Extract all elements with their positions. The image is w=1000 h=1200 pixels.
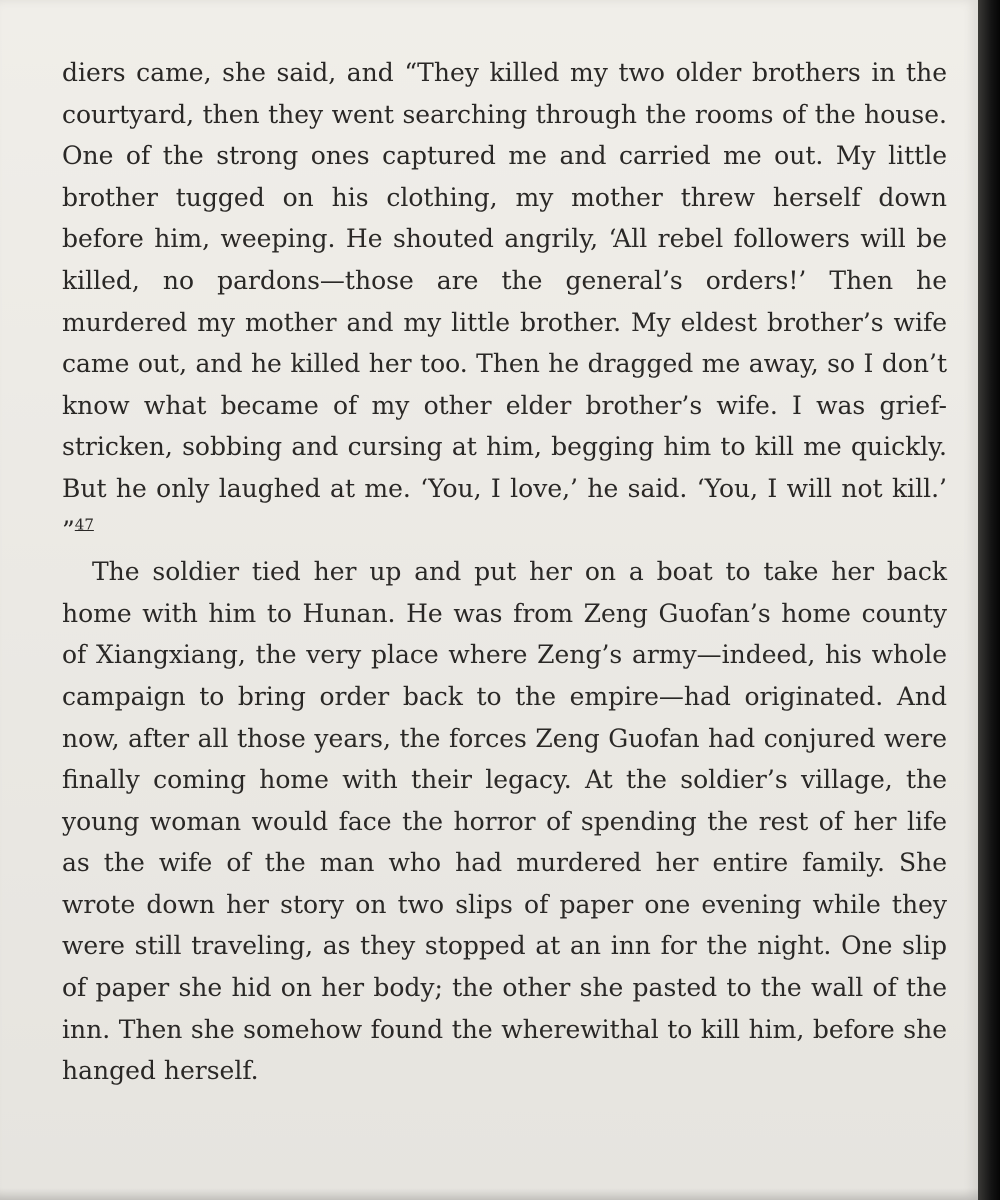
paragraph (62, 551, 947, 1092)
page-edge-shadow (978, 0, 1000, 1200)
page-bottom-shadow (0, 1188, 978, 1200)
paragraph-continuation (62, 52, 947, 551)
footnote-link[interactable]: 47 (74, 515, 94, 534)
paragraph-1-text: diers came, she said, and “They killed my two older brothers in the courtyard, then they went searching through the rooms of the house. One of the strong ones captured me and carried me out. My little brother tugged on his clothing, my mother threw herself down before him, weeping. He shouted angrily, ‘All rebel followers will be killed, no pardons—those are the general’s orders!’ Then he murdered my mother and my little brother. My eldest brother’s wife came out, and he killed her too. Then he dragged me away, so I don’t know what became of my other elder brother’s wife. I was grief-stricken, sobbing and cursing at him, begging him to kill me quickly. But he only laughed at me. ‘You, I love,’ he said. ‘You, I will not kill.’ ” (62, 58, 947, 545)
body-text (62, 52, 947, 1092)
paragraph-2-text: The soldier tied her up and put her on a boat to take her back home with him to Hunan. He was from Zeng Guofan’s home county of Xiangxiang, the very place where Zeng’s army—indeed, his whole campaign to bring order back to the empire—had originated. And now, after all those years, the forces Zeng Guofan had conjured were finally coming home with their legacy. At the soldier’s village, the young woman would face the horror of spending the rest of her life as the wife of the man who had murdered her entire family. She wrote down her story on two slips of paper one evening while they were still traveling, as they stopped at an inn for the night. One slip of paper she hid on her body; the other she pasted to the wall of the inn. Then she somehow found the wherewithal to kill him, before she hanged herself. (62, 557, 947, 1086)
